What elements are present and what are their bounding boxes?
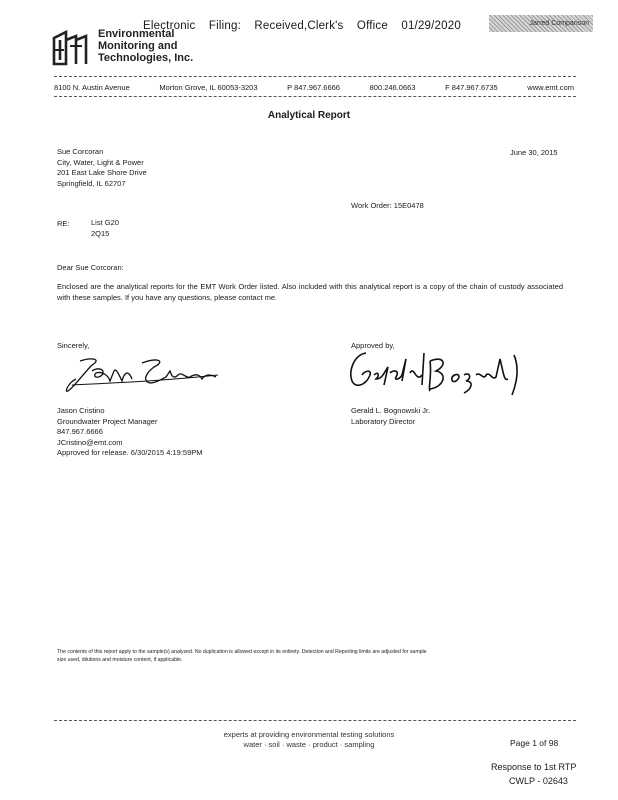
bates-number: CWLP - 02643 [509,776,568,786]
footer-divider [54,720,576,721]
emt-logo-icon [52,30,90,66]
right-signatory-block: Gerald L. Bognowski Jr. Laboratory Director [351,406,431,426]
header-divider [54,76,576,77]
company-name: Environmental Monitoring and Technologies, Inc. [98,28,194,64]
signature-jason-cristino [62,353,222,398]
report-date: June 30, 2015 [510,148,558,157]
page-title: Analytical Report [267,110,351,121]
address-divider [54,96,576,97]
scan-corner-mark: Jarred Comparison [489,15,593,32]
re-label: RE: [57,219,70,228]
company-address-bar: 8100 N. Austin Avenue Morton Grove, IL 60053-3203 P 847.967.6666 800.246.0663 F 847.967.6735 www.emt.com [54,83,574,92]
page-number: Page 1 of 98 [510,738,559,748]
signature-gerald-bognowski [344,345,534,400]
greeting: Dear Sue Corcoran: [57,263,124,272]
sincerely-label: Sincerely, [57,341,90,350]
footer-disclaimer: The contents of this report apply to the sample(s) analyzed. No duplication is allowed except in its entirety. Detection and Reporting limits are adjusted for sample size used, dilutions and moisture content, if applicable. [57,649,427,663]
left-signatory-block: Jason Cristino Groundwater Project Manager 847.967.6666 JCristino@emt.com Approved for release. 6/30/2015 4:19:59PM [57,406,203,457]
work-order: Work Order: 15E0478 [351,201,424,210]
response-label: Response to 1st RTP [491,762,577,772]
re-block: List G20 2Q15 [91,218,119,238]
approved-by-label: Approved by, [351,341,395,350]
electronic-filing-stamp: Electronic Filing: Received,Clerk's Office 01/29/2020 [143,20,461,32]
body-paragraph: Enclosed are the analytical reports for the EMT Work Order listed. Also included with this analytical report is a copy of the chain of custody associated with these samples. If you have any questions, please contact me. [57,282,563,302]
company-slogan: experts at providing environmental testing solutions water · soil · waste · product · sampling [223,730,395,749]
recipient-block: Sue Corcoran City, Water, Light & Power 201 East Lake Shore Drive Springfield, IL 62707 [57,147,147,188]
